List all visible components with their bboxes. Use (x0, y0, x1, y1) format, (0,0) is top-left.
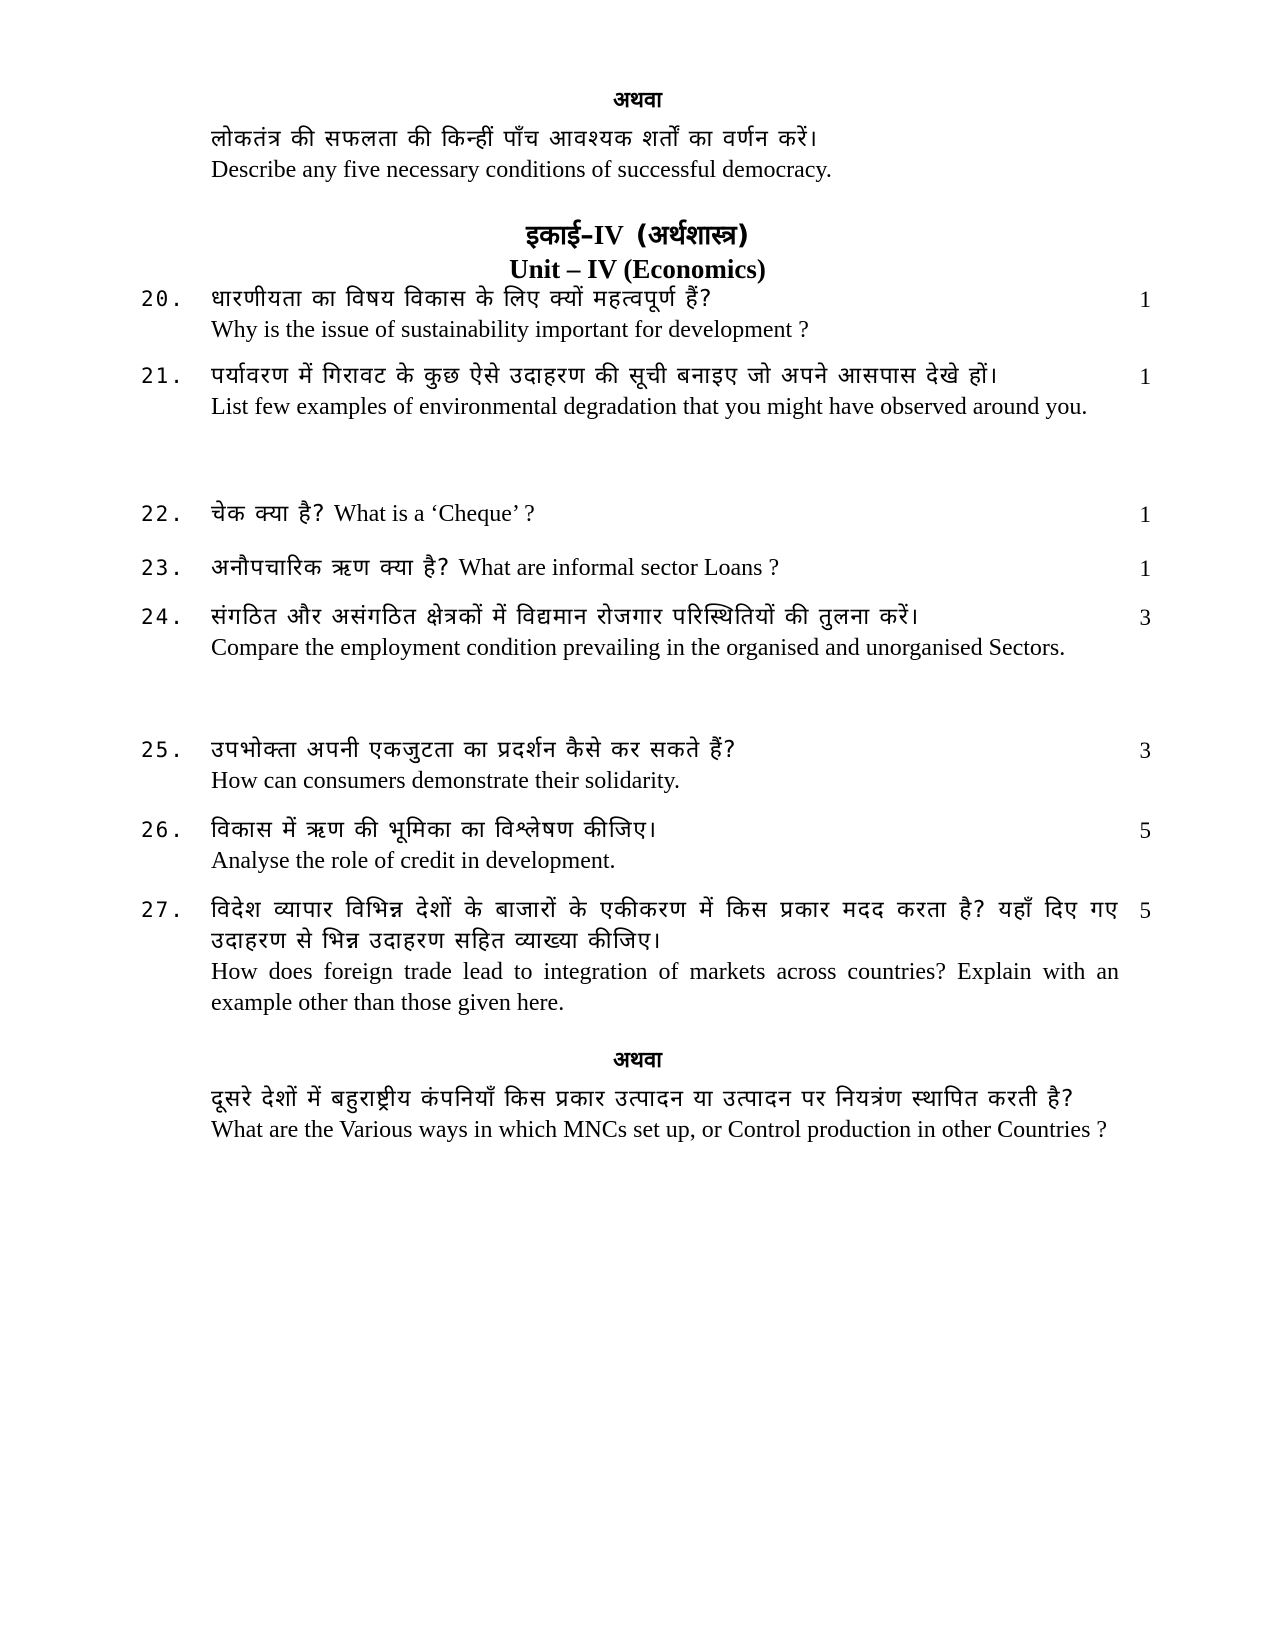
question-marks: 1 (1139, 556, 1151, 581)
question-english-text: What are the Various ways in which MNCs set up, or Control production in other Countries ? (211, 1117, 1108, 1143)
question-number: 27. (141, 898, 185, 922)
unit-heading-english: Unit – IV (Economics) (509, 254, 766, 284)
question-marks: 3 (1139, 738, 1151, 763)
question-hindi-text: लोकतंत्र की सफलता की किन्हीं पाँच आवश्यक शर्तों का वर्णन करें। (211, 126, 819, 152)
question-marks: 1 (1139, 502, 1151, 527)
question-number: 22. (141, 502, 185, 526)
question-hindi-text: चेक क्या है? (211, 501, 326, 527)
question-marks: 3 (1139, 605, 1151, 630)
unit-hindi-label: इकाई– (525, 220, 594, 251)
question-hindi-text: पर्यावरण में गिरावट के कुछ ऐसे उदाहरण की सूची बनाइए जो अपने आसपास देखे हों। (211, 363, 999, 389)
question-marks: 5 (1139, 818, 1151, 843)
unit-hindi-subject: (अर्थशास्त्र) (635, 220, 750, 251)
question-english-text: How does foreign trade lead to integration of markets across countries? Explain with an example other than those given here. (211, 959, 1119, 1016)
question-english-text: Analyse the role of credit in development. (211, 848, 616, 874)
question-english-text: Describe any five necessary conditions of successful democracy. (211, 157, 832, 183)
question-number: 26. (141, 818, 185, 842)
question-english-text: How can consumers demonstrate their solidarity. (211, 768, 680, 794)
question-english-text: List few examples of environmental degradation that you might have observed around you. (211, 394, 1088, 420)
question-hindi-text: संगठित और असंगठित क्षेत्रकों में विद्यमान रोजगार परिस्थितियों की तुलना करें। (211, 604, 920, 630)
question-english-text: What are informal sector Loans ? (458, 555, 780, 581)
or-heading-bottom: अथवा (613, 1048, 662, 1073)
question-number: 25. (141, 738, 185, 762)
question-hindi-text: दूसरे देशों में बहुराष्ट्रीय कंपनियाँ किस प्रकार उत्पादन या उत्पादन पर नियत्रंण स्थापित करती है? (211, 1086, 1075, 1112)
question-number: 21. (141, 364, 185, 388)
question-hindi-text: अनौपचारिक ऋण क्या है? (211, 555, 451, 581)
or-heading-top: अथवा (613, 88, 662, 113)
question-hindi-text: विकास में ऋण की भूमिका का विश्लेषण कीजिए। (211, 817, 658, 843)
question-english-text: Compare the employment condition prevailing in the organised and unorganised Sectors. (211, 635, 1066, 661)
unit-numeral: IV (593, 220, 624, 250)
question-marks: 1 (1139, 287, 1151, 312)
question-number: 20. (141, 287, 185, 311)
question-hindi-text: विदेश व्यापार विभिन्न देशों के बाजारों के एकीकरण में किस प्रकार मदद करता है? यहाँ दिए गए उदाहरण से भिन्न उदाहरण सहित व्याख्या कीजिए। (211, 897, 1119, 954)
question-hindi-text: धारणीयता का विषय विकास के लिए क्यों महत्वपूर्ण हैं? (211, 286, 713, 312)
alternative-question-bottom (211, 1084, 1119, 1146)
question-marks: 1 (1139, 364, 1151, 389)
question-english-text: Why is the issue of sustainability important for development ? (211, 317, 809, 343)
question-english-text: What is a ‘Cheque’ ? (333, 501, 535, 527)
question-marks: 5 (1139, 898, 1151, 923)
question-hindi-text: उपभोक्ता अपनी एकजुटता का प्रदर्शन कैसे कर सकते हैं? (211, 737, 737, 763)
question-number: 24. (141, 605, 185, 629)
unit-heading-hindi (0, 218, 1275, 257)
alternative-question-top (211, 124, 1119, 186)
question-number: 23. (141, 556, 185, 580)
